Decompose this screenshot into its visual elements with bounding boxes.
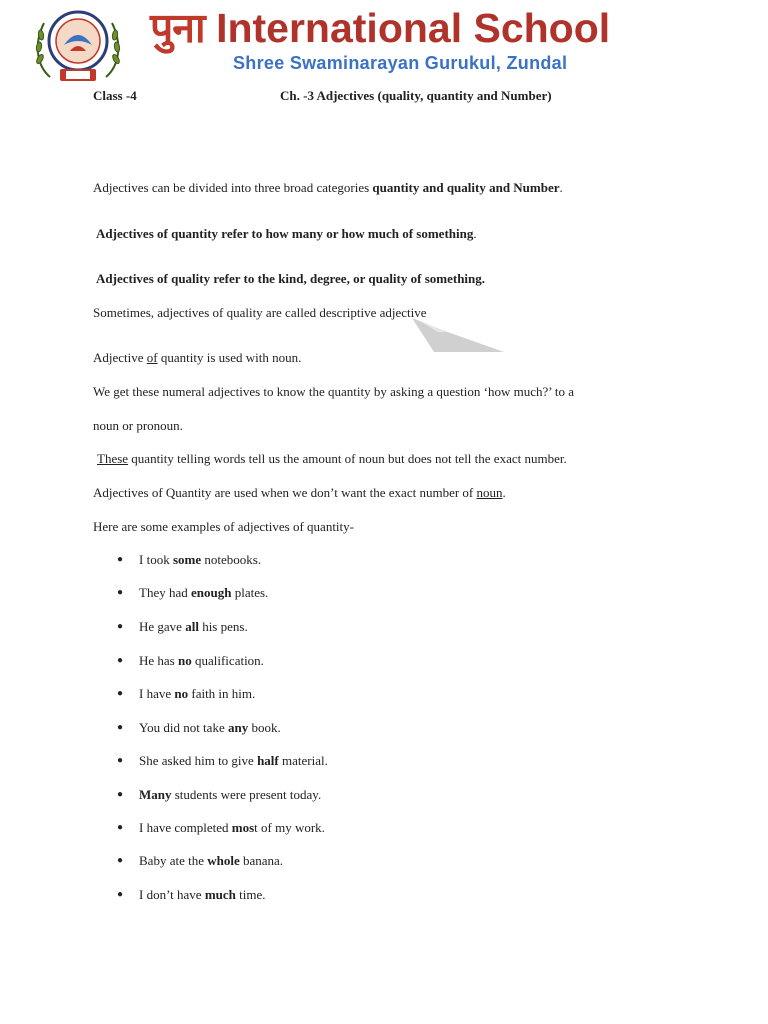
bullet-icon: ● [117, 789, 124, 800]
bullet-icon: ● [117, 621, 124, 632]
paragraph-exact-number: Adjectives of Quantity are used when we don’t want the exact number of noun. [93, 485, 506, 500]
paragraph-descriptive: Sometimes, adjectives of quality are called descriptive adjective [93, 305, 427, 320]
list-item: They had enough plates. [139, 585, 269, 600]
list-item: Many students were present today. [139, 787, 322, 802]
chapter-title: Ch. -3 Adjectives (quality, quantity and Number) [280, 88, 552, 103]
list-item: I don’t have much time. [139, 887, 266, 902]
bullet-icon: ● [117, 822, 124, 833]
paragraph-these-words: These quantity telling words tell us the amount of noun but does not tell the exact number. [97, 451, 567, 466]
paragraph-categories: Adjectives can be divided into three broad categories quantity and quality and Number. [93, 180, 563, 195]
list-item: Baby ate the whole banana. [139, 853, 284, 868]
school-name-english: International School [216, 5, 611, 51]
bullet-icon: ● [117, 889, 124, 900]
school-subtitle: Shree Swaminarayan Gurukul, Zundal [233, 53, 568, 73]
list-item: He has no qualification. [139, 653, 264, 668]
list-item: He gave all his pens. [139, 619, 248, 634]
paragraph-noun-pronoun: noun or pronoun. [93, 418, 183, 433]
list-item: She asked him to give half material. [139, 753, 328, 768]
bullet-icon: ● [117, 722, 124, 733]
bullet-icon: ● [117, 688, 124, 699]
bullet-icon: ● [117, 755, 124, 766]
paragraph-quality-definition: Adjectives of quality refer to the kind, degree, or quality of something. [96, 271, 486, 286]
school-logo-emblem [30, 7, 126, 85]
bullet-icon: ● [117, 655, 124, 666]
paragraph-examples-intro: Here are some examples of adjectives of quantity- [93, 519, 354, 534]
class-label: Class -4 [93, 88, 137, 103]
list-item: I have completed most of my work. [139, 820, 325, 835]
bullet-icon: ● [117, 587, 124, 598]
watermark-shape [412, 318, 504, 352]
paragraph-quantity-definition: Adjectives of quantity refer to how many or how much of something. [96, 226, 477, 241]
paragraph-numeral-adjectives: We get these numeral adjectives to know the quantity by asking a question ‘how much?’ to a [93, 384, 575, 399]
paragraph-used-with-noun: Adjective of quantity is used with noun. [93, 350, 302, 365]
school-name [150, 2, 610, 54]
bullet-icon: ● [117, 554, 124, 565]
bullet-icon: ● [117, 855, 124, 866]
list-item: I have no faith in him. [139, 686, 256, 701]
school-name-devanagari: पुना [150, 4, 205, 52]
list-item: You did not take any book. [139, 720, 281, 735]
list-item: I took some notebooks. [139, 552, 262, 567]
